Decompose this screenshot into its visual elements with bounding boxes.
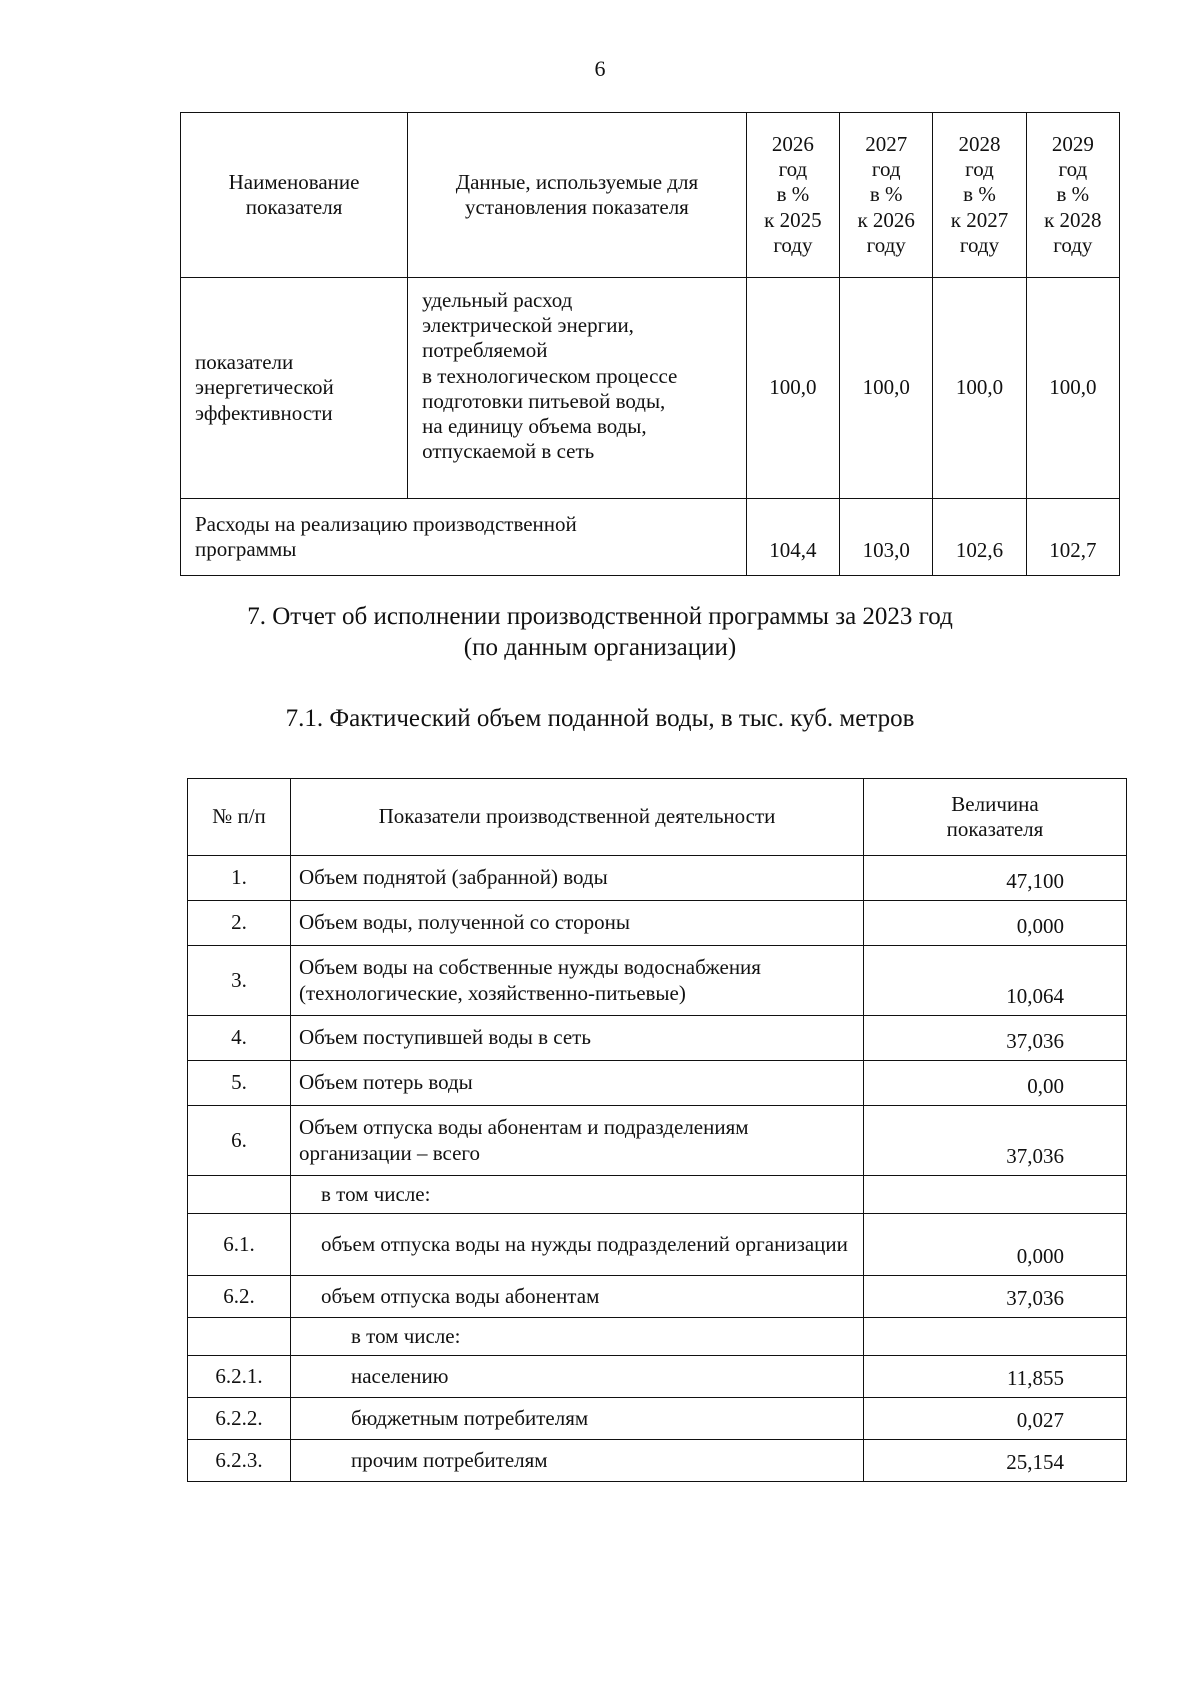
row-label: Объем отпуска воды абонентам и подразделениям организации – всего xyxy=(291,1106,864,1176)
name-line: показатели xyxy=(195,350,294,375)
row-label: объем отпуска воды на нужды подразделений организации xyxy=(291,1214,864,1276)
row-value: 37,036 xyxy=(864,1276,1127,1318)
row-value: 0,027 xyxy=(864,1398,1127,1440)
row-number: 6.1. xyxy=(188,1214,291,1276)
header-indicator: Показатели производственной деятельности xyxy=(291,779,864,856)
row-value: 47,100 xyxy=(864,856,1127,901)
header-indicator-name: Наименование показателя xyxy=(181,113,408,278)
data-line: удельный расход xyxy=(422,288,573,312)
table-row xyxy=(188,1016,1127,1061)
header-year-2027 xyxy=(840,113,933,278)
year-pct: в % xyxy=(963,182,996,207)
table-row xyxy=(188,1356,1127,1398)
table-row xyxy=(188,1106,1127,1176)
table-row xyxy=(188,1318,1127,1356)
section-7-title: 7. Отчет об исполнении производственной программы за 2023 год xyxy=(247,603,953,630)
page-number: 6 xyxy=(594,56,606,81)
table-row xyxy=(188,856,1127,901)
row-value xyxy=(864,1176,1127,1214)
year-label: 2028 xyxy=(958,132,1001,157)
year-unit: год xyxy=(965,157,994,182)
year-pct: в % xyxy=(869,182,903,207)
year-base: к 2028 xyxy=(1044,207,1102,232)
header-year-2026 xyxy=(746,113,839,278)
data-line: потребляемой xyxy=(422,338,548,363)
header-indicator-data: Данные, используемые для установления показателя xyxy=(408,113,747,278)
row-number: 5. xyxy=(188,1061,291,1106)
row-label: Объем воды, полученной со стороны xyxy=(291,901,864,946)
data-line: на единицу объема воды, xyxy=(422,413,647,438)
energy-value-2029: 100,0 xyxy=(1026,278,1119,499)
section-7-subtitle: (по данным организации) xyxy=(463,633,737,661)
energy-value-2026: 100,0 xyxy=(746,278,839,499)
row-value xyxy=(864,1318,1127,1356)
expenses-value-2028: 102,6 xyxy=(933,499,1026,576)
table-row xyxy=(188,901,1127,946)
data-line: подготовки питьевой воды, xyxy=(422,388,666,413)
row-number: 6.2. xyxy=(188,1276,291,1318)
row-value: 0,000 xyxy=(864,1214,1127,1276)
name-line: программы xyxy=(195,537,297,561)
year-label: 2027 xyxy=(865,132,908,157)
year-unit: год xyxy=(1058,157,1088,182)
year-base: к 2026 xyxy=(857,207,915,232)
water-volume-header-row xyxy=(188,779,1127,856)
water-volume-table xyxy=(187,778,1127,1482)
row-value: 0,00 xyxy=(864,1061,1127,1106)
expenses-row xyxy=(181,499,1120,576)
header-value xyxy=(864,779,1127,856)
energy-efficiency-data xyxy=(408,278,747,499)
indicators-header-row xyxy=(181,113,1120,278)
expenses-value-2029: 102,7 xyxy=(1026,499,1119,576)
data-line: в технологическом процессе xyxy=(422,363,678,388)
row-number xyxy=(188,1318,291,1356)
year-unit: год xyxy=(871,157,901,182)
row-number: 3. xyxy=(188,946,291,1016)
row-value: 37,036 xyxy=(864,1016,1127,1061)
table-row xyxy=(188,1176,1127,1214)
expenses-value-2026: 104,4 xyxy=(746,499,839,576)
expenses-name xyxy=(181,499,747,576)
year-label: 2026 xyxy=(771,132,814,157)
data-line: отпускаемой в сеть xyxy=(422,439,595,464)
table-row xyxy=(188,946,1127,1016)
name-line: энергетической xyxy=(195,375,334,400)
row-number xyxy=(188,1176,291,1214)
energy-efficiency-row xyxy=(181,278,1120,499)
name-line: Расходы на реализацию производственной xyxy=(195,511,577,536)
row-label: прочим потребителям xyxy=(291,1440,864,1482)
year-suffix: году xyxy=(1053,232,1093,257)
table-row xyxy=(188,1276,1127,1318)
row-value: 0,000 xyxy=(864,901,1127,946)
energy-efficiency-name xyxy=(181,278,408,499)
energy-value-2028: 100,0 xyxy=(933,278,1026,499)
water-volume-body xyxy=(188,856,1127,1482)
row-label: Объем поднятой (забранной) воды xyxy=(291,856,864,901)
year-suffix: году xyxy=(866,232,906,257)
section-71-heading: 7.1. Фактический объем поданной воды, в тыс. куб. метров xyxy=(285,705,915,732)
row-label: Объем потерь воды xyxy=(291,1061,864,1106)
row-number: 6.2.2. xyxy=(188,1398,291,1440)
energy-value-2027: 100,0 xyxy=(840,278,933,499)
year-pct: в % xyxy=(776,182,810,207)
table-row xyxy=(188,1214,1127,1276)
row-number: 2. xyxy=(188,901,291,946)
header-value-line: показателя xyxy=(946,817,1044,841)
row-label: бюджетным потребителям xyxy=(291,1398,864,1440)
header-year-2029 xyxy=(1026,113,1119,278)
row-number: 6.2.3. xyxy=(188,1440,291,1482)
row-value: 37,036 xyxy=(864,1106,1127,1176)
row-label: объем отпуска воды абонентам xyxy=(291,1276,864,1318)
row-label: в том числе: xyxy=(291,1318,864,1356)
row-label: в том числе: xyxy=(291,1176,864,1214)
row-label: Объем поступившей воды в сеть xyxy=(291,1016,864,1061)
row-value: 10,064 xyxy=(864,946,1127,1016)
row-label: Объем воды на собственные нужды водоснабжения (технологические, хозяйственно-питьевые) xyxy=(291,946,864,1016)
year-label: 2029 xyxy=(1051,132,1094,157)
row-label: населению xyxy=(291,1356,864,1398)
header-number: № п/п xyxy=(188,779,291,856)
expenses-value-2027: 103,0 xyxy=(840,499,933,576)
name-line: эффективности xyxy=(195,400,333,425)
row-value: 11,855 xyxy=(864,1356,1127,1398)
table-row xyxy=(188,1061,1127,1106)
year-suffix: году xyxy=(959,232,1000,257)
row-number: 6. xyxy=(188,1106,291,1176)
section-7-heading xyxy=(0,602,1200,663)
data-line: электрической энергии, xyxy=(422,313,634,338)
year-pct: в % xyxy=(1056,182,1090,207)
row-number: 4. xyxy=(188,1016,291,1061)
year-base: к 2027 xyxy=(950,207,1009,232)
row-value: 25,154 xyxy=(864,1440,1127,1482)
header-value-line: Величина xyxy=(951,791,1039,816)
indicators-table xyxy=(180,112,1120,576)
year-suffix: году xyxy=(773,232,813,257)
header-year-2028 xyxy=(933,113,1026,278)
row-number: 6.2.1. xyxy=(188,1356,291,1398)
table-row xyxy=(188,1398,1127,1440)
year-unit: год xyxy=(778,157,808,182)
row-number: 1. xyxy=(188,856,291,901)
year-base: к 2025 xyxy=(764,207,822,232)
table-row xyxy=(188,1440,1127,1482)
